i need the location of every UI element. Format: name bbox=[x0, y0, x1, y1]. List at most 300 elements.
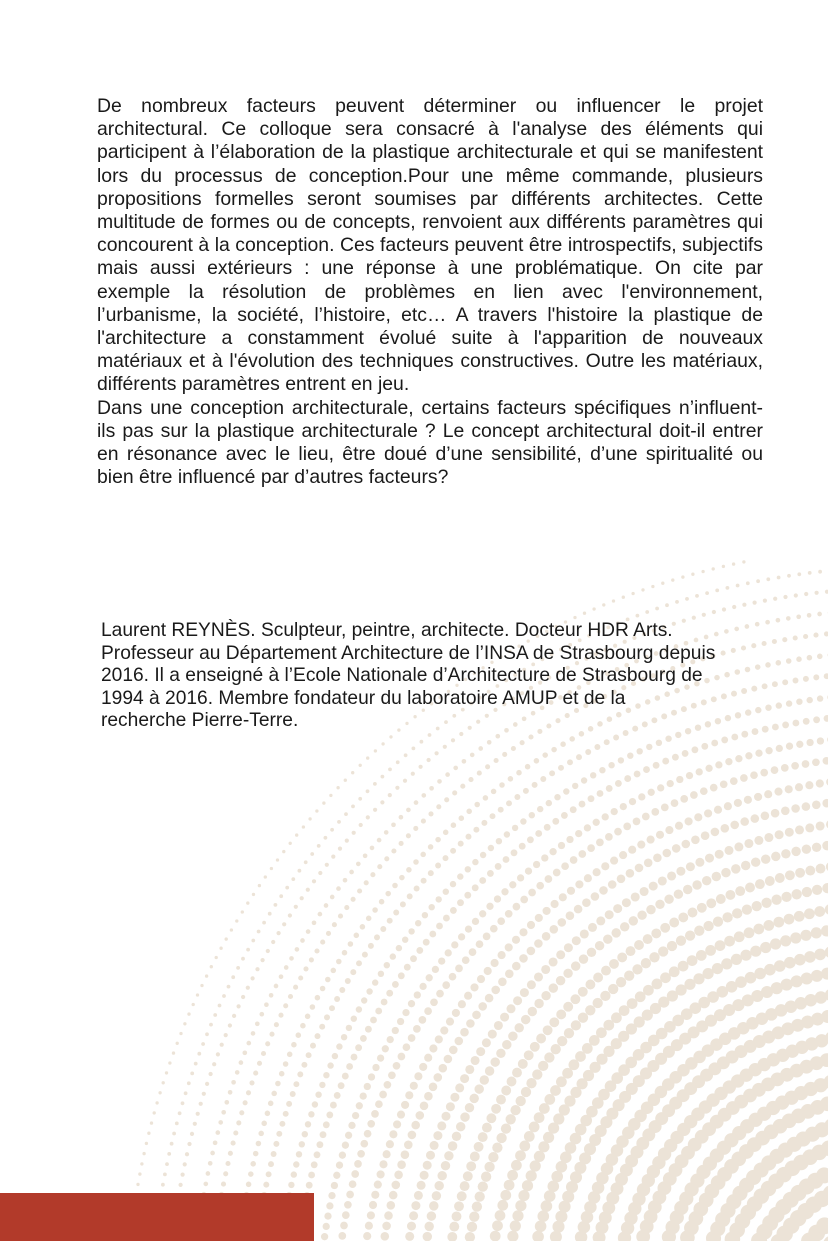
halftone-dot bbox=[200, 984, 203, 987]
halftone-dot bbox=[451, 822, 457, 828]
halftone-dot bbox=[221, 1110, 226, 1115]
halftone-dot bbox=[710, 784, 718, 792]
halftone-dot bbox=[279, 894, 283, 898]
halftone-dot bbox=[423, 1161, 432, 1170]
halftone-dot bbox=[441, 1161, 450, 1170]
halftone-dot bbox=[389, 1191, 398, 1200]
halftone-dot bbox=[592, 607, 595, 610]
halftone-dot bbox=[816, 821, 825, 830]
halftone-dot bbox=[327, 1062, 333, 1068]
halftone-dot bbox=[551, 747, 557, 753]
halftone-dot bbox=[383, 1150, 391, 1158]
halftone-dot bbox=[512, 1068, 522, 1078]
halftone-dot bbox=[793, 678, 799, 684]
halftone-dot bbox=[744, 927, 755, 938]
red-accent-bar bbox=[0, 1193, 314, 1241]
halftone-dot bbox=[732, 908, 742, 918]
halftone-dot bbox=[170, 1142, 174, 1146]
halftone-dot bbox=[781, 807, 790, 816]
halftone-dot bbox=[265, 1111, 271, 1117]
halftone-dot bbox=[404, 1141, 413, 1150]
halftone-dot bbox=[338, 1232, 346, 1240]
halftone-dot bbox=[250, 1161, 256, 1167]
halftone-dot bbox=[309, 957, 314, 962]
halftone-dot bbox=[580, 929, 589, 938]
halftone-dot bbox=[643, 934, 653, 944]
halftone-dot bbox=[360, 1092, 367, 1099]
halftone-dot bbox=[722, 607, 726, 611]
halftone-dot bbox=[599, 767, 605, 773]
halftone-dot bbox=[534, 758, 540, 764]
halftone-dot bbox=[306, 1182, 313, 1189]
halftone-dot bbox=[306, 888, 310, 892]
halftone-dot bbox=[375, 1100, 383, 1108]
halftone-dot bbox=[634, 771, 641, 778]
halftone-dot bbox=[339, 987, 345, 993]
halftone-dot bbox=[336, 786, 339, 789]
halftone-dot bbox=[566, 836, 573, 843]
halftone-dot bbox=[791, 804, 800, 813]
halftone-dot bbox=[756, 579, 760, 583]
halftone-dot bbox=[527, 921, 535, 929]
halftone-dot bbox=[641, 588, 644, 591]
halftone-dot bbox=[711, 828, 720, 837]
halftone-dot bbox=[415, 920, 421, 926]
halftone-dot bbox=[772, 639, 777, 644]
halftone-dot bbox=[619, 851, 627, 859]
halftone-dot bbox=[396, 945, 402, 951]
halftone-dot bbox=[382, 1045, 389, 1052]
halftone-dot bbox=[363, 853, 368, 858]
halftone-dot bbox=[255, 967, 259, 971]
halftone-dot bbox=[410, 1082, 418, 1090]
halftone-dot bbox=[436, 923, 443, 930]
halftone-dot bbox=[511, 1160, 522, 1171]
halftone-dot bbox=[765, 705, 771, 711]
halftone-dot bbox=[481, 820, 487, 826]
halftone-dot bbox=[807, 697, 813, 703]
halftone-dot bbox=[333, 1172, 340, 1179]
halftone-dot bbox=[215, 1130, 220, 1135]
halftone-dot bbox=[614, 828, 622, 836]
halftone-dot bbox=[291, 1171, 297, 1177]
abstract-text bbox=[97, 95, 763, 489]
halftone-dot bbox=[490, 925, 498, 933]
halftone-dot bbox=[794, 911, 805, 922]
halftone-dot bbox=[504, 1180, 515, 1191]
halftone-dot bbox=[405, 1091, 413, 1099]
halftone-dot bbox=[271, 1151, 277, 1157]
halftone-dot bbox=[320, 940, 325, 945]
halftone-dot bbox=[366, 789, 370, 793]
halftone-dot bbox=[524, 1050, 534, 1060]
halftone-dot bbox=[205, 1082, 209, 1086]
bio-line: Laurent REYNÈS. Sculpteur, peintre, architecte. Docteur HDR Arts. bbox=[101, 620, 673, 641]
halftone-dot bbox=[319, 1024, 325, 1030]
halftone-dot bbox=[219, 947, 222, 950]
halftone-dot bbox=[283, 1003, 288, 1008]
halftone-dot bbox=[611, 808, 618, 815]
halftone-dot bbox=[228, 1151, 233, 1156]
halftone-dot bbox=[374, 1181, 382, 1189]
halftone-dot bbox=[516, 1096, 526, 1106]
halftone-dot bbox=[278, 1013, 283, 1018]
halftone-dot bbox=[715, 761, 722, 768]
halftone-dot bbox=[485, 994, 494, 1003]
halftone-dot bbox=[725, 758, 732, 765]
halftone-dot bbox=[571, 961, 580, 970]
halftone-dot bbox=[367, 1211, 375, 1219]
halftone-dot bbox=[444, 797, 449, 802]
halftone-dot bbox=[414, 800, 419, 805]
halftone-dot bbox=[428, 844, 434, 850]
halftone-dot bbox=[401, 1101, 409, 1109]
halftone-dot bbox=[262, 921, 266, 925]
halftone-dot bbox=[235, 919, 238, 922]
halftone-dot bbox=[806, 739, 813, 746]
halftone-dot bbox=[474, 802, 480, 808]
halftone-dot bbox=[365, 1026, 372, 1033]
halftone-dot bbox=[203, 1182, 208, 1187]
halftone-dot bbox=[804, 592, 808, 596]
halftone-dot bbox=[532, 782, 538, 788]
halftone-dot bbox=[763, 920, 774, 931]
halftone-dot bbox=[572, 936, 581, 945]
halftone-dot bbox=[209, 1023, 213, 1027]
halftone-dot bbox=[664, 894, 673, 903]
halftone-dot bbox=[165, 1162, 169, 1166]
halftone-dot bbox=[420, 1102, 429, 1111]
halftone-dot bbox=[752, 600, 756, 604]
halftone-dot bbox=[370, 1017, 377, 1024]
halftone-dot bbox=[608, 880, 617, 889]
halftone-dot bbox=[818, 570, 822, 574]
halftone-dot bbox=[387, 1036, 394, 1043]
halftone-dot bbox=[469, 1212, 479, 1222]
halftone-dot bbox=[672, 754, 679, 761]
halftone-dot bbox=[631, 892, 640, 901]
halftone-dot bbox=[481, 1172, 491, 1182]
halftone-dot bbox=[549, 770, 555, 776]
halftone-dot bbox=[804, 908, 815, 919]
halftone-dot bbox=[392, 1027, 399, 1034]
halftone-dot bbox=[466, 834, 472, 840]
halftone-dot bbox=[765, 747, 772, 754]
halftone-dot bbox=[821, 925, 828, 936]
halftone-dot bbox=[671, 578, 674, 581]
halftone-dot bbox=[386, 990, 393, 997]
halftone-dot bbox=[593, 819, 600, 826]
halftone-dot bbox=[665, 736, 671, 742]
halftone-dot bbox=[567, 759, 573, 765]
halftone-dot bbox=[744, 796, 752, 804]
halftone-dot bbox=[434, 1073, 443, 1082]
halftone-dot bbox=[399, 875, 405, 881]
halftone-dot bbox=[532, 1069, 542, 1079]
halftone-dot bbox=[253, 1071, 258, 1076]
halftone-dot bbox=[474, 1084, 483, 1093]
halftone-dot bbox=[816, 779, 824, 787]
halftone-dot bbox=[279, 974, 284, 979]
abstract-paragraph-2: Dans une conception architecturale, certains facteurs spécifiques n’influent-ils pas sur la plastique architecturale ? Le concept architectural doit-il entrer en résonance avec le lieu, être doué d’une sensibilité, d’une spiritualité ou bien être influencé par d’autres facteurs? bbox=[97, 396, 763, 489]
halftone-dot bbox=[288, 994, 293, 999]
halftone-dot bbox=[158, 1091, 161, 1094]
halftone-dot bbox=[349, 1180, 357, 1188]
halftone-dot bbox=[581, 777, 587, 783]
halftone-dot bbox=[775, 830, 784, 839]
halftone-dot bbox=[236, 1120, 241, 1125]
halftone-dot bbox=[583, 612, 586, 615]
halftone-dot bbox=[336, 886, 341, 891]
halftone-dot bbox=[519, 954, 528, 963]
halftone-dot bbox=[414, 1191, 423, 1200]
halftone-dot bbox=[414, 886, 420, 892]
halftone-dot bbox=[391, 822, 396, 827]
halftone-dot bbox=[822, 799, 828, 808]
halftone-dot bbox=[447, 1232, 457, 1241]
halftone-dot bbox=[345, 1132, 352, 1139]
halftone-dot bbox=[761, 854, 770, 863]
halftone-dot bbox=[370, 872, 375, 877]
halftone-dot bbox=[228, 1090, 233, 1095]
halftone-dot bbox=[338, 914, 343, 919]
halftone-dot bbox=[328, 1192, 335, 1199]
halftone-dot bbox=[515, 1150, 526, 1161]
halftone-dot bbox=[519, 843, 526, 850]
halftone-dot bbox=[771, 766, 779, 774]
halftone-dot bbox=[187, 1081, 191, 1085]
halftone-dot bbox=[572, 783, 578, 789]
halftone-dot bbox=[193, 1122, 197, 1126]
halftone-dot bbox=[507, 1170, 518, 1181]
halftone-dot bbox=[817, 737, 824, 744]
halftone-dot bbox=[563, 788, 569, 794]
halftone-dot bbox=[585, 749, 591, 755]
halftone-dot bbox=[423, 939, 430, 946]
halftone-dot bbox=[337, 820, 341, 824]
halftone-dot bbox=[351, 1016, 357, 1022]
halftone-dot bbox=[435, 1035, 443, 1043]
halftone-dot bbox=[259, 1012, 264, 1017]
halftone-dot bbox=[344, 1201, 352, 1209]
halftone-dot bbox=[384, 1211, 393, 1220]
halftone-dot bbox=[197, 1052, 201, 1056]
halftone-dot bbox=[439, 1064, 448, 1073]
halftone-dot bbox=[208, 1161, 213, 1166]
halftone-dot bbox=[674, 889, 683, 898]
halftone-dot bbox=[455, 1037, 464, 1046]
halftone-dot bbox=[342, 950, 348, 956]
halftone-dot bbox=[389, 735, 392, 738]
halftone-dot bbox=[354, 933, 360, 939]
halftone-dot bbox=[397, 1111, 405, 1119]
halftone-dot bbox=[167, 1152, 171, 1156]
halftone-dot bbox=[675, 600, 679, 604]
halftone-dot bbox=[387, 918, 393, 924]
halftone-dot bbox=[183, 1162, 187, 1166]
halftone-dot bbox=[525, 764, 531, 770]
halftone-dot bbox=[452, 790, 457, 795]
halftone-dot bbox=[374, 934, 380, 940]
halftone-dot bbox=[275, 1081, 281, 1087]
halftone-dot bbox=[796, 741, 803, 748]
halftone-dot bbox=[682, 840, 691, 849]
halftone-dot bbox=[675, 822, 683, 830]
halftone-dot bbox=[760, 942, 771, 953]
halftone-dot bbox=[510, 1105, 520, 1115]
halftone-dot bbox=[210, 965, 213, 968]
halftone-dot bbox=[452, 1132, 461, 1141]
halftone-dot bbox=[545, 875, 553, 883]
halftone-dot bbox=[356, 862, 361, 867]
halftone-dot bbox=[546, 800, 552, 806]
halftone-dot bbox=[811, 927, 822, 938]
halftone-dot bbox=[290, 1091, 296, 1097]
halftone-dot bbox=[205, 1032, 209, 1036]
halftone-dot bbox=[594, 744, 600, 750]
halftone-dot bbox=[563, 969, 572, 978]
halftone-dot bbox=[236, 1004, 240, 1008]
halftone-dot bbox=[785, 828, 794, 837]
halftone-dot bbox=[716, 894, 726, 904]
halftone-dot bbox=[150, 1121, 153, 1124]
halftone-dot bbox=[530, 1160, 541, 1171]
halftone-dot bbox=[745, 883, 755, 893]
halftone-dot bbox=[587, 844, 595, 852]
halftone-dot bbox=[772, 681, 778, 687]
halftone-dot bbox=[269, 1032, 274, 1037]
halftone-dot bbox=[742, 904, 752, 914]
halftone-dot bbox=[172, 1132, 176, 1136]
halftone-dot bbox=[793, 635, 798, 640]
halftone-dot bbox=[499, 782, 505, 788]
halftone-dot bbox=[667, 871, 676, 880]
halftone-dot bbox=[601, 966, 611, 976]
halftone-dot bbox=[455, 965, 463, 973]
halftone-dot bbox=[422, 912, 428, 918]
halftone-dot bbox=[179, 1032, 182, 1035]
halftone-dot bbox=[596, 916, 605, 925]
halftone-dot bbox=[824, 715, 828, 722]
halftone-dot bbox=[411, 1201, 420, 1210]
halftone-dot bbox=[796, 614, 801, 619]
halftone-dot bbox=[208, 1072, 212, 1076]
halftone-dot bbox=[712, 567, 715, 570]
halftone-dot bbox=[228, 1023, 232, 1027]
halftone-dot bbox=[579, 801, 586, 808]
halftone-dot bbox=[558, 765, 564, 771]
halftone-dot bbox=[351, 805, 355, 809]
halftone-dot bbox=[676, 936, 686, 946]
halftone-dot bbox=[608, 984, 618, 994]
halftone-dot bbox=[255, 1021, 260, 1026]
author-bio bbox=[101, 620, 766, 733]
halftone-dot bbox=[352, 831, 356, 835]
halftone-dot bbox=[388, 768, 392, 772]
halftone-dot bbox=[336, 1162, 343, 1169]
halftone-dot bbox=[667, 941, 677, 951]
halftone-dot bbox=[537, 1210, 549, 1222]
halftone-dot bbox=[253, 1151, 259, 1157]
halftone-dot bbox=[692, 880, 701, 889]
halftone-dot bbox=[766, 577, 770, 581]
halftone-dot bbox=[730, 777, 738, 785]
halftone-dot bbox=[776, 660, 782, 666]
halftone-dot bbox=[466, 1161, 476, 1171]
halftone-dot bbox=[731, 954, 742, 965]
halftone-dot bbox=[695, 858, 704, 867]
halftone-dot bbox=[324, 903, 329, 908]
halftone-dot bbox=[429, 1201, 438, 1210]
halftone-dot bbox=[651, 585, 654, 588]
halftone-dot bbox=[574, 905, 583, 914]
halftone-dot bbox=[484, 967, 492, 975]
halftone-dot bbox=[487, 740, 492, 745]
halftone-dot bbox=[235, 1070, 240, 1075]
halftone-dot bbox=[721, 868, 730, 877]
halftone-dot bbox=[725, 890, 735, 900]
halftone-dot bbox=[287, 1052, 293, 1058]
halftone-dot bbox=[527, 980, 536, 989]
halftone-dot bbox=[541, 965, 550, 974]
halftone-dot bbox=[535, 1220, 547, 1232]
halftone-dot bbox=[691, 836, 700, 845]
halftone-dot bbox=[567, 887, 575, 895]
halftone-dot bbox=[735, 886, 745, 896]
halftone-dot bbox=[584, 874, 592, 882]
halftone-dot bbox=[771, 895, 781, 905]
halftone-dot bbox=[419, 1016, 427, 1024]
halftone-dot bbox=[342, 1142, 349, 1149]
halftone-dot bbox=[495, 863, 502, 870]
halftone-dot bbox=[224, 1033, 228, 1037]
halftone-dot bbox=[578, 1013, 588, 1023]
halftone-dot bbox=[653, 854, 662, 863]
halftone-dot bbox=[424, 1054, 432, 1062]
halftone-dot bbox=[480, 852, 486, 858]
halftone-dot bbox=[142, 1152, 145, 1155]
halftone-dot bbox=[454, 1201, 464, 1211]
halftone-dot bbox=[595, 941, 604, 950]
halftone-dot bbox=[478, 746, 483, 751]
halftone-dot bbox=[421, 793, 426, 798]
halftone-dot bbox=[362, 952, 368, 958]
halftone-dot bbox=[420, 852, 426, 858]
halftone-dot bbox=[266, 949, 270, 953]
halftone-dot bbox=[468, 777, 473, 782]
halftone-dot bbox=[740, 950, 751, 961]
halftone-dot bbox=[279, 1071, 285, 1077]
halftone-dot bbox=[629, 916, 638, 925]
halftone-dot bbox=[669, 966, 680, 977]
halftone-dot bbox=[472, 918, 479, 925]
halftone-dot bbox=[569, 736, 575, 742]
halftone-dot bbox=[196, 993, 199, 996]
halftone-dot bbox=[540, 776, 546, 782]
halftone-dot bbox=[722, 565, 725, 568]
halftone-dot bbox=[436, 990, 444, 998]
halftone-dot bbox=[496, 838, 502, 844]
halftone-dot bbox=[601, 862, 609, 870]
halftone-dot bbox=[411, 1121, 420, 1130]
halftone-dot bbox=[471, 1056, 480, 1065]
halftone-dot bbox=[276, 931, 280, 935]
halftone-dot bbox=[227, 985, 231, 989]
halftone-dot bbox=[620, 922, 629, 931]
halftone-dot bbox=[705, 945, 716, 956]
halftone-dot bbox=[761, 812, 770, 821]
halftone-dot bbox=[406, 833, 411, 838]
